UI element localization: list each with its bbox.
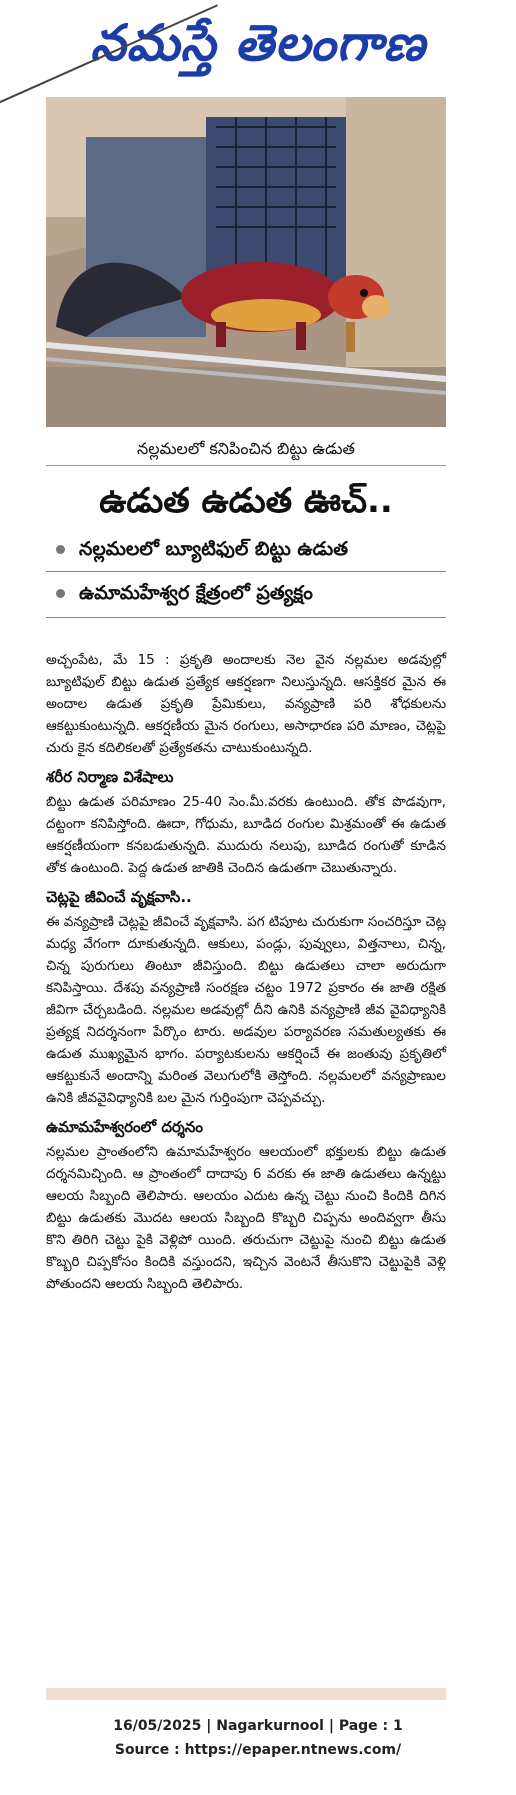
- section-paragraph: ఈ వన్యప్రాణి చెట్లపై జీవించే వృక్షవాసి. పగ టిపూట చురుకుగా సంచరిస్తూ చెట్ల మధ్య వేగంగా దూకుతున్నది. ఆకులు, పండ్లు, పువ్వులు, విత్తనాలు, చిన్న, చిన్న పురుగులు తింటూ జీవిస్తుంది. బిట్టు ఉడుతలు చాలా అరుదుగా కనిపిస్తాయి. దేశపు వన్యప్రాణి సంరక్షణ చట్టం 1972 ప్రకారం ఈ జాతి రక్షిత జీవిగా చేర్చబడింది. నల్లమల అడవుల్లో దీని ఉనికి వన్యప్రాణి జీవ వైవిధ్యానికి ప్రత్యక్ష నిదర్శనంగా పేర్కొం టారు. అడవుల పర్యావరణ సమతుల్యతకు ఈ ఉడుత ముఖ్యమైన భాగం. పర్యాటకులను ఆకర్షించే ఈ జంతువు ప్రకృతిలో ఆకట్టుకునే అందాన్ని మరింత వెలుగులోకి తెస్తోంది. నల్లమలలో వన్యప్రాణుల ఉనికి జీవవైవిధ్యానికి బల మైన గుర్తింపుగా చెప్పవచ్చు.: [46, 914, 446, 1106]
- subheadline-bullet-2: [56, 579, 446, 607]
- section-heading: శరీర నిర్మాణ విశేషాలు: [46, 768, 174, 786]
- section-paragraph: నల్లమల ప్రాంతంలోని ఉమామహేశ్వరం ఆలయంలో భక్తులకు బిట్టు ఉడుత దర్శనమిచ్చింది. ఆ ప్రాంతంలో దాదాపు 6 వరకు ఈ జాతి ఉడుతలు ఉన్నట్టు ఆలయ సిబ్బంది తెలిపారు. ఆలయం ఎదుట ఉన్న చెట్టు నుంచి కిందికి దిగిన బిట్టు ఉడుతకు మొదట ఆలయ సిబ్బంది కొబ్బరి చిప్పను అందివ్వగా తీసు కొని తిరిగి చెట్టు పైకి వెళ్లిపో యింది. తరుచుగా చెట్టుపై నుంచి బిట్టు ఉడుత కొబ్బరి చిప్పకోసం కిందికి వస్తుందని, ఇచ్చిన వెంటనే తీసుకొని చెట్టుపైకి వెళ్లి పోతుందని ఆలయ సిబ్బంది తెలిపారు.: [46, 1144, 446, 1292]
- squirrel-photo: [46, 97, 446, 427]
- divider: [46, 617, 446, 618]
- article-body: [46, 649, 446, 1301]
- divider: [46, 571, 446, 572]
- subheadline-text: ఉమామహేశ్వర క్షేత్రంలో ప్రత్యక్షం: [79, 582, 313, 604]
- intro-paragraph: అచ్చంపేట, మే 15 : ప్రకృతి అందాలకు నెల వైన నల్లమల అడవుల్లో బ్యూటిఫుల్ బిట్టు ఉడుత ప్రత్యేక ఆకర్షణగా నిలుస్తున్నది. ఆసక్తికర మైన ఈ అందాల ఉడుత ప్రకృతి ప్రేమికులు, వన్యప్రాణి పరి శోధకులను ఆకట్టుకుంటున్నది. ఆకర్షణీయ మైన రంగులు, అసాధారణ పరి మాణం, చెట్లపై చురు కైన కదిలికలతో ప్రత్యేకతను చాటుకుంటున్నది.: [46, 652, 446, 756]
- newspaper-title: నమస్తే తెలంగాణ: [90, 14, 426, 72]
- headline: ఉడుత ఉడుత ఊచ్..: [99, 481, 393, 521]
- subheadline-bullet-1: [56, 535, 446, 563]
- article: [46, 97, 446, 1687]
- masthead: [0, 0, 516, 92]
- section-paragraph: బిట్టు ఉడుత పరిమాణం 25-40 సెం.మీ.వరకు ఉంటుంది. తోక పొడవుగా, దట్టంగా కనిపిస్తోంది. ఊదా, గోధుమ, బూడిద రంగుల మిశ్రమంతో ఈ ఉడుత ఆకర్షణీయంగా కనబడుతున్నది. ముదురు నలుపు, బూడిద రంగుతో కూడిన తోక ఉంటుంది. పెద్ద ఉడుత జాతికి చెందిన ఉడుతగా చెబుతున్నారు.: [46, 794, 446, 876]
- section-heading: ఉమామహేశ్వరంలో దర్శనం: [46, 1118, 203, 1136]
- squirrel-illustration: [46, 97, 446, 427]
- subheadline-text: నల్లమలలో బ్యూటిఫుల్ బిట్టు ఉడుత: [79, 538, 348, 560]
- photo-caption: నల్లమలలో కనిపించిన బిట్టు ఉడుత: [46, 433, 446, 466]
- adjacent-article-strip: [46, 1688, 446, 1700]
- bullet-dot-icon: [56, 589, 65, 598]
- bullet-dot-icon: [56, 545, 65, 554]
- section-heading: చెట్లపై జీవించే వృక్షవాసి..: [46, 888, 192, 906]
- footer-source-link[interactable]: Source : https://epaper.ntnews.com/: [114, 1742, 402, 1758]
- footer-date-edition: 16/05/2025 | Nagarkurnool | Page : 1: [113, 1718, 403, 1734]
